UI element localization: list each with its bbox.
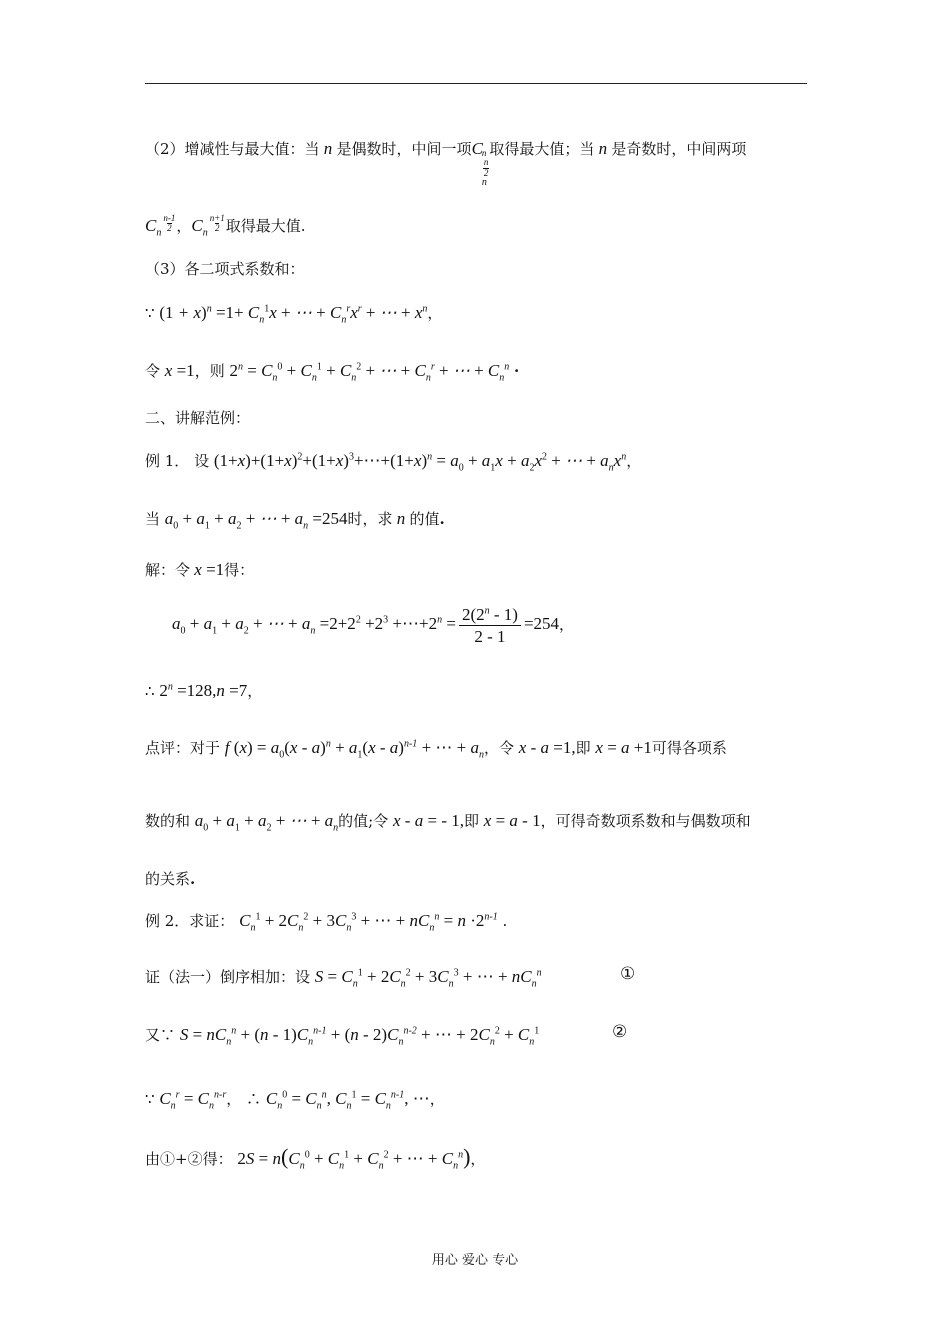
- equation-marker-1: ①: [620, 964, 636, 984]
- doc-line-sum-proof: 由①+②得： $2S = n(C_n^0 + C_n^1 + C_n^2$ + ⋯ + $C_n^n$)，: [145, 1144, 486, 1172]
- doc-line-when: 当 $a_0 + a_1 + a_2$ + ⋯ + $a_n =254$时，求 n 的值.: [145, 509, 445, 532]
- doc-line-proof: 证（法一）倒序相加：设 $S = C_n^1 + 2C_n^2 + 3C_n^3$ + ⋯ + $nC_n^n$: [145, 967, 542, 990]
- page-footer: 用心 爱心 专心: [431, 1253, 519, 1268]
- math-sum-eval: $a_0 + a_1 + a_2$ + ⋯ + $a_n =2+2^2 +2^3$ $+\cdots+2^n$ = $\frac{2(2^n - 1)}{2 - 1}$ =254: [172, 605, 560, 646]
- section-title: 二、讲解范例：: [145, 409, 251, 427]
- doc-line-p2: （2）增减性与最大值：当 n 是偶数时，中间一项C n n 2 n 取得最大值；当 n 是奇数时，中间两项: [145, 139, 747, 189]
- doc-line-p3: （3）各二项式系数和：: [145, 260, 305, 278]
- doc-line-comment: 点评：对于 f $(x) = a_0(x - a)^n + a_1(x - a)^{n-1}$ + ⋯ + $a_n$，令 x - a =1,即 x = a +1可得各项系: [145, 738, 727, 761]
- math-ex1-equation: $(1+x)+(1+x)^2+(1+x)^3+\cdots+(1+x)^n = a_0 + a_1x + a_2x^2$ + ⋯ + $a_nx^n$: [213, 451, 627, 474]
- doc-line-ex2: 例 2．求证： $C_n^1 + 2C_n^2 + 3C_n^3$ + ⋯ + $nC_n^n = n \cdot 2^{n-1}$ .: [145, 911, 508, 934]
- doc-line-symmetry: ∵ $C_n^r = C_n^{n-r}$， ∴ $C_n^0 = C_n^n$, $C_n^1 = C_n^{n-1}$, ⋯，: [145, 1089, 445, 1112]
- equation-marker-2: ②: [612, 1022, 628, 1042]
- doc-line-binomial: ∵ $(1 + x)^n =1+ C_n^1x$ + ⋯ + $C_n^rx^r$ + ⋯ + $x^n$，: [145, 303, 443, 326]
- math-coefficient-sum: $2^n = C_n^0 + C_n^1 + C_n^2$ + ⋯ + $C_n^r$ + ⋯ + $C_n^n$: [229, 361, 510, 384]
- math-term-a: $C_n$ $\frac{n-1}{2}$: [145, 213, 176, 239]
- math-term-b: $C_n$ $\frac{n+1}{2}$: [191, 213, 225, 239]
- doc-line-let: 令 x =1，则 $2^n = C_n^0 + C_n^1 + C_n^2$ + ⋯ + $C_n^r$ + ⋯ + $C_n^n$ ·: [145, 361, 520, 384]
- doc-line-comment-2: 数的和 $a_0 + a_1 + a_2$ + ⋯ + $a_n$的值;令 x - a = - 1,即 x = a - 1，可得奇数项系数和与偶数项和: [145, 811, 751, 834]
- header-rule: [145, 83, 807, 84]
- doc-line-result: ∴ 2$^n$ =128,n =7，: [145, 681, 263, 700]
- doc-line-comment-3: 的关系.: [145, 870, 196, 888]
- doc-line-sum-eval: $a_0 + a_1 + a_2$ + ⋯ + $a_n =2+2^2 +2^3$ $+\cdots+2^n$ = $\frac{2(2^n - 1)}{2 - 1}$ =254，: [172, 605, 575, 646]
- math-middle-term: C n n 2 n: [471, 139, 489, 189]
- math-binomial-expansion: $(1 + x)^n =1+ C_n^1x$ + ⋯ + $C_n^rx^r$ + ⋯ + $x^n$: [159, 303, 428, 326]
- doc-line-ex1: 例 1． 设 $(1+x)+(1+x)^2+(1+x)^3+\cdots+(1+x)^n = a_0 + a_1x + a_2x^2$ + ⋯ + $a_nx^n$，: [145, 451, 642, 474]
- doc-line-p2b: $C_n$ $\frac{n-1}{2}$ ，$C_n$ $\frac{n+1}{2}$ 取得最大值.: [145, 213, 306, 239]
- doc-line-proof-2: 又∵ $S = nC_n^n + (n - 1)C_n^{n-1} + (n - 2)C_n^{n-2}$ + ⋯ + $2C_n^2 + C_n^1$: [145, 1025, 540, 1048]
- math-ex2-identity: $C_n^1 + 2C_n^2 + 3C_n^3$ + ⋯ + $nC_n^n = n \cdot 2^{n-1}$: [239, 911, 498, 934]
- doc-line-solution: 解：令 x =1得：: [145, 560, 255, 579]
